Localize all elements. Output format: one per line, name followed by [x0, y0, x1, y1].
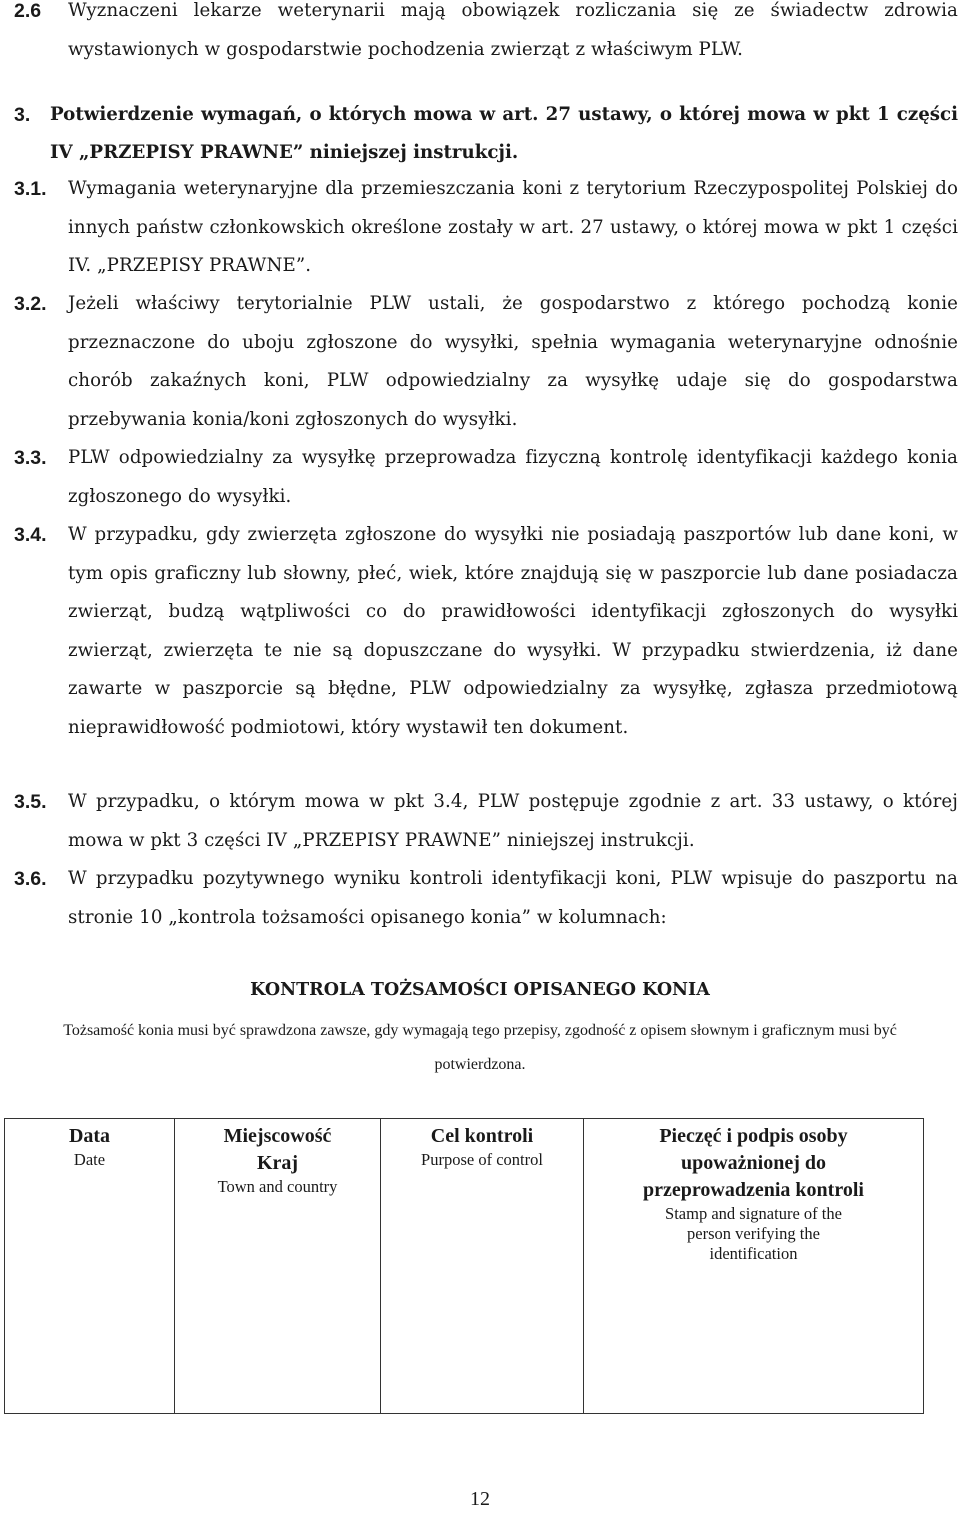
identity-check-table	[4, 1118, 924, 1414]
section-number: 3.	[14, 104, 31, 126]
section-number: 3.5.	[14, 791, 47, 813]
section-number: 3.2.	[14, 293, 47, 315]
column-header-en: Stamp and signature of the person verifying the identification	[665, 1204, 842, 1263]
section-3-5	[14, 783, 958, 860]
column-header-en: Town and country	[217, 1177, 338, 1196]
section-text: W przypadku pozytywnego wyniku kontroli identyfikacji koni, PLW wpisuje do paszportu na stronie 10 „kontrola tożsamości opisanego konia” w kolumnach:	[68, 868, 958, 928]
column-header-pl: Miejscowość Kraj	[223, 1125, 332, 1174]
column-header-pl: Data	[68, 1125, 111, 1147]
section-2-6	[14, 0, 958, 69]
column-header-pl: Cel kontroli	[430, 1125, 534, 1147]
column-header-en: Date	[73, 1150, 106, 1169]
table-cell-purpose	[381, 1119, 584, 1414]
column-header-en: Purpose of control	[421, 1150, 543, 1169]
page-number: 12	[470, 1488, 490, 1510]
section-text: W przypadku, o którym mowa w pkt 3.4, PLW postępuje zgodnie z art. 33 ustawy, o której mowa w pkt 3 części IV „PRZEPISY PRAWNE” niniejszej instrukcji.	[68, 791, 958, 851]
table-cell-place	[175, 1119, 381, 1414]
section-number: 3.1.	[14, 178, 47, 200]
section-text: PLW odpowiedzialny za wysyłkę przeprowadza fizyczną kontrolę identyfikacji każdego konia zgłoszonego do wysyłki.	[68, 447, 958, 507]
section-number: 2.6	[14, 0, 42, 22]
section-3-heading	[14, 96, 958, 172]
section-3-6	[14, 860, 958, 937]
section-text: W przypadku, gdy zwierzęta zgłoszone do wysyłki nie posiadają paszportów lub dane koni, w tym opis graficzny lub słowny, płeć, wiek, które znajdują się w paszporcie lub dane posiadacza zwierząt, budzą wątpliwości co do prawidłowości identyfikacji zgłoszonych do wysyłki zwierząt, zwierzęta te nie są dopuszczane do wysyłki. W przypadku stwierdzenia, iż dane zawarte w paszporcie są błędne, PLW odpowiedzialny za wysyłkę, zgłasza przedmiotową nieprawidłowość podmiotowi, który wystawił ten dokument.	[68, 524, 958, 738]
column-header-pl: Pieczęć i podpis osoby upoważnionej do przeprowadzenia kontroli	[643, 1125, 864, 1201]
identity-check-title: KONTROLA TOŻSAMOŚCI OPISANEGO KONIA	[250, 980, 710, 1000]
section-number: 3.4.	[14, 524, 47, 546]
section-text: Jeżeli właściwy terytorialnie PLW ustali, że gospodarstwo z którego pochodzą konie przeznaczone do uboju zgłoszone do wysyłki, spełnia wymagania weterynaryjne odnośnie chorób zakaźnych koni, PLW odpowiedzialny za wysyłkę udaje się do gospodarstwa przebywania konia/koni zgłoszonych do wysyłki.	[68, 293, 958, 430]
section-text: Wyznaczeni lekarze weterynarii mają obowiązek rozliczania się ze świadectw zdrowia wystawionych w gospodarstwie pochodzenia zwierząt z właściwym PLW.	[68, 0, 958, 60]
section-text: Wymagania weterynaryjne dla przemieszczania koni z terytorium Rzeczypospolitej Polskiej do innych państw członkowskich określone zostały w art. 27 ustawy, o której mowa w pkt 1 części IV. „PRZEPISY PRAWNE”.	[68, 178, 958, 276]
section-3-3	[14, 439, 958, 516]
identity-check-subtitle: Tożsamość konia musi być sprawdzona zawsze, gdy wymagają tego przepisy, zgodność z opisem słownym i graficznym musi być potwierdzona.	[63, 1022, 897, 1073]
table-cell-date	[5, 1119, 175, 1414]
section-heading-text: Potwierdzenie wymagań, o których mowa w art. 27 ustawy, o której mowa w pkt 1 części IV „PRZEPISY PRAWNE” niniejszej instrukcji.	[50, 104, 958, 163]
table-row	[5, 1119, 924, 1414]
section-3-4	[14, 516, 958, 747]
section-number: 3.6.	[14, 868, 47, 890]
section-3-2	[14, 285, 958, 439]
section-3-1	[14, 170, 958, 286]
section-number: 3.3.	[14, 447, 47, 469]
table-cell-stamp	[584, 1119, 924, 1414]
